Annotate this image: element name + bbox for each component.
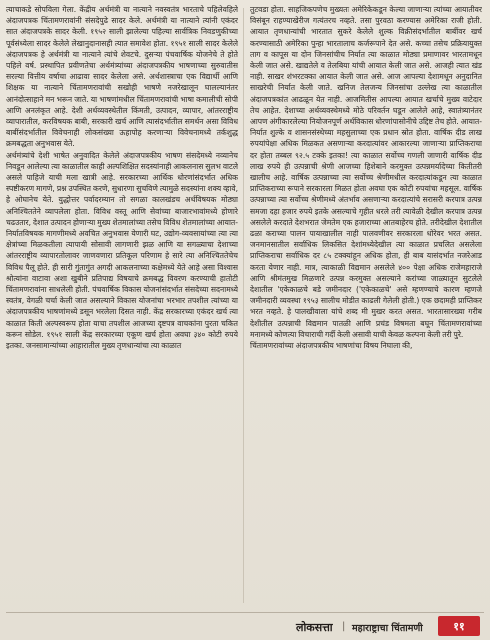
article-paragraph: चिंतामणरावांच्या अंदाजपत्रकीय भाषणांचा विषय निघाला की, <box>250 341 413 351</box>
article-paragraph: त्याचाकडे सोपविला गेला. केंद्रीय अर्थमंत्री या नात्याने नवस्वतंत्र भारताचे पहिलेवहिले अंदाजपत्रक चिंतामणरावांनी संसदेपुढे सादर केले. अर्थमंत्री या नात्याने त्यांनी एकंदर सात अंदाजपत्रके सादर केली. १९५२ साली झालेल्या पहिल्या सार्वत्रिक निवडणुकीच्या पूर्वसंध्येला सादर केलेले लेखानुदानासही त्यात समावेश होता. १९५१ साली सादर केलेले अंदाजपत्रक हे अर्थमंत्री या नात्याने त्यांचे शेवटचे. दुसऱ्या पंचवार्षिक योजनेचे ते होते पहिले वर्ष. प्रस्थापित प्रवीणतेचा अर्थमंत्र्यांच्या अंदाजपत्रकीय भाषणाच्या सुरुवातीस सरल्या वित्तीय वर्षाचा आढावा सादर केलेला असे. अर्थशास्त्राचा एक विद्यार्थी आणि शिक्षक या नात्याने चिंतामणरावांची सखोही भाषणे नजरेखालून घालल्यानंतर आनंदोत्साहाने मन भरून जाते. या भाषणांमधील चिंतामणरावांची भाषा कमालीची सोपी आणि अनलंकृत आहे. देशी अर्थव्यवस्थेतील किंमती, उत्पादन, व्यापार, आंतरराष्ट्रीय व्यापारातील, करविषयक बाबी, सरकारी खर्च आणि त्यासंदर्भातील समर्थन असा विविध बाबींसंदर्भातील विवेचनाही लोकसंख्या ऊहापोह करणाऱ्या विवेचनामध्ये तर्कशुद्ध क्रमबद्धता अनुभवास येते. <box>6 5 238 149</box>
footer-rule <box>6 612 484 613</box>
column-divider <box>243 8 244 603</box>
article-paragraph: तुटवडा होता. साहजिकपणेच मुख्यतः अमेरिकेकडून केल्या जाणाऱ्या त्यांच्या आयातीवर विसंबून राहण्याखेरीज गत्यंतरच नव्हते. तसा पुरवठा करण्यास अमेरिका राजी होती. आयात तृणधान्यांची भारतात सुकरे केलेले शुल्क विक्रीसंदर्भातील बाबींवर खर्च करण्यासाठी अमेरिका पुन्हा भारतालाच कर्जरूपाने देत असे. कच्चा तसेच प्रक्रियायुक्त ताग व कापूस या दोन जिनसांचीच निर्यात त्या काळात मोठ्या प्रमाणावर भारतामधून केली जात असे. खाद्यतेले व तेलबिया यांची आयात केली जात असे. आजही त्यात खंड नाही. साखर शंभरटक्का आयात केली जात असे. आज आपल्या देशामधून अनुदानित साखरेची निर्यात केली जाते. खनिज तेलजन्य जिनसांचा उल्लेख त्या काळातील अंदाजपत्रकांत आढळून येत नाही. आजमितीस आपल्या आयात खर्चाचे मुख्य वाटेदार तेच आहेत. देशाच्या अर्थव्यवस्थेमध्ये मोठे परिवर्तन घडून आलेले आहे, स्वातंत्र्यानंतर आपण अंगीकारलेल्या नियोजनपूर्ण अर्थविकास धोरणांपासोनीचे उद्दिष्ट तेच होते. आयात-निर्यात शुल्के व शासनसंस्थेच्या महसुलाच्या एक प्रधान स्रोत होता. वार्षिक दीड लाख रुपयांपेक्षा अधिक मिळकत असणाऱ्या करदात्यांवर आकारल्या जाणाऱ्या प्राप्तिकराचा दर होता तब्बल ९२.५ टक्के इतका! त्या काळात सर्वोच्च गणली जाणारी वार्षिक दीड लाख रुपये ही उत्पन्नाची श्रेणी आजच्या हिशेबाने करमुक्त उत्पन्नमर्यादेच्या कितीतरी खालीच आहे. वार्षिक उत्पन्नाच्या त्या सर्वोच्च श्रेणीमधील करदात्यांकडून त्या काळात प्राप्तिकराच्या रूपाने सरकारला मिळत होता अवघा एक कोटी रुपयांचा महसूल. वार्षिक उत्पन्नाच्या त्या सर्वोच्च श्रेणीमध्ये अंतर्भाव असणाऱ्या करदात्यांचे सरासरी करपात्र उत्पन्न समजा दहा हजार रुपये इतके असल्याचे गृहीत धरले तरी त्यावेळी देखील करपात्र उत्पन्न असलेले करदाते देशभरात जेमतेम एक हजाराच्या आतबाहेरच होते. तरीदेखील देशातील ढळा कराच्या पालन पायाखालील नाही पालवणीवर सरकारला धोरेवर भरत असत. जनमानसातील सर्वाधिक लिकसित देशांमध्येदेखील त्या काळात प्रचलित असलेला प्राप्तिकराचा सर्वाधिक दर ८५ टक्क्यांहून अधिक होता, ही बाब यासंदर्भात नजरेआड करता येणार नाही. मात्र, त्याकाळी विद्यमान असलेले ४०० पेक्षा अधिक राजेमहाराजे आणि श्रीमंतमुख मिळणारे उत्पन्न करमुक्त असल्याने करांच्या जाळ्यातून सुटलेले देशातील 'एकेकाळचे बडे जमीनदार ('एकेकाळचे' असे म्हणण्याचे कारण म्हणजे जमीनदारी व्यवस्था १९५३ सालीच मोडीत काढली गेलेली होती.) एक छदामही प्राप्तिकर भरत नव्हते. हे पालखीवाला यांचे शब्द मी मुखर करत असत. भारतासारख्या गरीब देशीतील उत्पन्नाची विद्यमान पातळी आणि प्रचंड विषमता बघून चिंतामणरावांच्या मनामध्ये कोणत्या विचाराची गर्दी केली असावी याची केवळ कल्पना केली तरी पुरे. <box>250 5 482 339</box>
footer-separator: | <box>342 621 346 632</box>
article-column-left <box>6 4 238 607</box>
page-number-badge: ११ <box>438 616 480 636</box>
article-paragraph: अर्थमंत्र्यांचे देशी भाषेत अनुवादित केलेले अंदाजपत्रकीय भाषण संसदेमध्ये नव्यानेच निवडून आलेल्या त्या काळातील काही अल्पशिक्षित सदस्यांनाही आकलनास सुलभ वाटले असले पाहिजे याची मला खात्री आहे. सरकारच्या आर्थिक धोरणांसंदर्भात अधिक स्पष्टीकरण मागणे, प्रश्न उपस्थित करणे, सुधारणा सुचविणे त्यामुळे सदस्यांना शक्य व्हावे, हे ओघानेच येते. युद्धोत्तर पर्वादरम्यान तो सगळा कालखंडच अर्थविषयक मोठ्या अनिश्चिततेने व्यापलेला होता. विविध वस्तू आणि सेवांच्या बाजारभावांमध्ये होणारे चढउतार, देशात उत्पादन होणाऱ्या मुख्य शेतमालांच्या तसेच विविध शेतमालांच्या आयात-निर्यातविषयक मागणीमध्ये अवचित अनुभवास येणारी घट, उद्योग-व्यवसायांच्या त्या त्या क्षेत्रांच्या मिळकतीला त्यापायी सोसावी लागणारी झळ आणि या सगळ्याचा देशाच्या आंतरराष्ट्रीय व्यापारतोलावर जाणवणारा प्रतिकूल परिणाम हे सारे त्या अनिश्चिततेचेच विविध पैलू होते. ही सारी गुंतागुंत अगदी आकलनाच्या कक्षेमध्ये येते आहे असा विश्वास श्रोत्यांना वाटावा अशा खुबीने प्रतिपाद्य विषयाचे क्रमबद्ध विवरण करण्याची हातोटी चिंतामणरावांना साधलेली होती. पंचवार्षिक विकास योजनांसंदर्भात संसदेच्या सदनामध्ये स्वतंत्र, वेगळी चर्चा केली जात असल्याने विकास योजनांचा भरभार तपशील त्यांच्या या अंदाजपत्रकीय भाषणांमध्ये डसून भरलेला दिसत नाही. केंद्र सरकारच्या एकंदर खर्च त्या काळात किती अल्पस्वरूप होता याचा तपशील आजच्या दृष्टपत्र वाचकांना पुरता चकित करून सोडेल. १९५१ साली केंद्र सरकारच्या एकूण खर्च होता अवघा ३४० कोटी रुपये इतका. जनसामान्यांच्या आहारातील मुख्य तृणधान्यांचा त्या काळात <box>6 150 238 351</box>
publication-logo: लोकसत्ता <box>296 621 333 634</box>
article-column-right <box>250 4 482 607</box>
page-footer <box>0 612 490 640</box>
section-title: महाराष्ट्राचा चिंतामणी <box>352 623 423 634</box>
